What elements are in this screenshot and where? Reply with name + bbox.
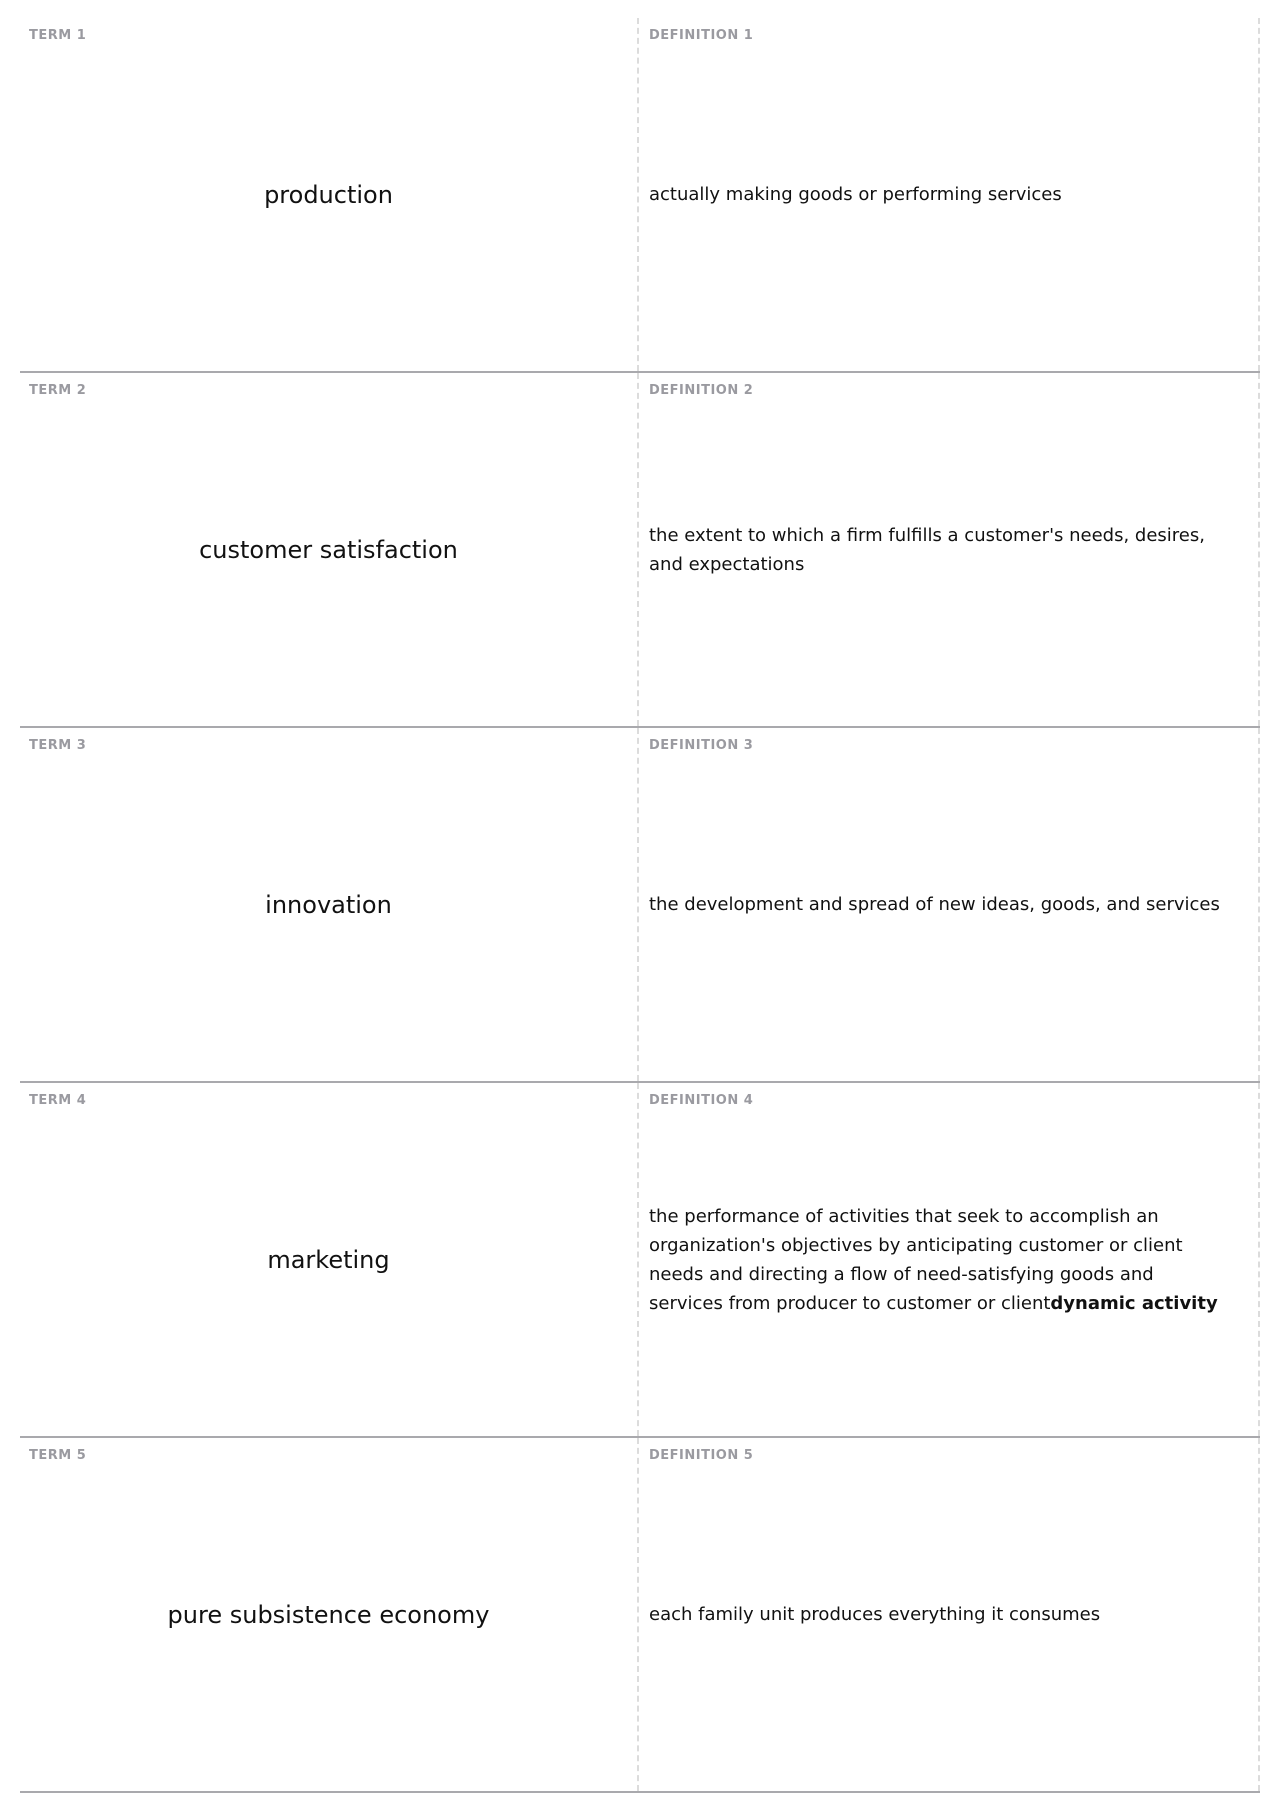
definition-label: DEFINITION 2 [649, 383, 754, 398]
definition-body: the performance of activities that seek to accomplish an organization's objectives by anticipating customer or client needs and directing a flow of need-satisfying goods and services from producer to customer or client [649, 1205, 1183, 1314]
term-side [20, 1083, 639, 1436]
flashcard [20, 1438, 1260, 1793]
definition-bold: dynamic activity [1050, 1292, 1218, 1314]
term-text: marketing [267, 1245, 390, 1274]
definition-body: the extent to which a firm fulfills a customer's needs, desires, and expectations [649, 524, 1205, 575]
flashcard [20, 728, 1260, 1083]
definition-side [639, 1438, 1260, 1791]
term-label: TERM 1 [29, 28, 87, 43]
term-text: production [264, 180, 393, 209]
definition-text [649, 890, 1220, 919]
term-label: TERM 5 [29, 1448, 87, 1463]
term-text: customer satisfaction [199, 535, 458, 564]
term-side [20, 728, 639, 1081]
definition-side [639, 728, 1260, 1081]
definition-body: each family unit produces everything it consumes [649, 1604, 1101, 1625]
definition-label: DEFINITION 1 [649, 28, 754, 43]
definition-text [649, 521, 1232, 579]
flashcard [20, 373, 1260, 728]
flashcard-sheet [20, 18, 1260, 1793]
definition-side [639, 1083, 1260, 1436]
term-label: TERM 2 [29, 383, 87, 398]
definition-label: DEFINITION 4 [649, 1093, 754, 1108]
term-text: pure subsistence economy [167, 1600, 490, 1629]
term-side [20, 1438, 639, 1791]
definition-body: actually making goods or performing services [649, 184, 1062, 205]
definition-text [649, 1600, 1100, 1629]
definition-text [649, 1202, 1232, 1318]
term-label: TERM 3 [29, 738, 87, 753]
definition-label: DEFINITION 5 [649, 1448, 754, 1463]
flashcard [20, 1083, 1260, 1438]
term-side [20, 18, 639, 371]
term-label: TERM 4 [29, 1093, 87, 1108]
term-side [20, 373, 639, 726]
definition-label: DEFINITION 3 [649, 738, 754, 753]
flashcard [20, 18, 1260, 373]
definition-body: the development and spread of new ideas, goods, and services [649, 894, 1220, 915]
definition-side [639, 373, 1260, 726]
definition-text [649, 180, 1062, 209]
term-text: innovation [265, 890, 392, 919]
definition-side [639, 18, 1260, 371]
